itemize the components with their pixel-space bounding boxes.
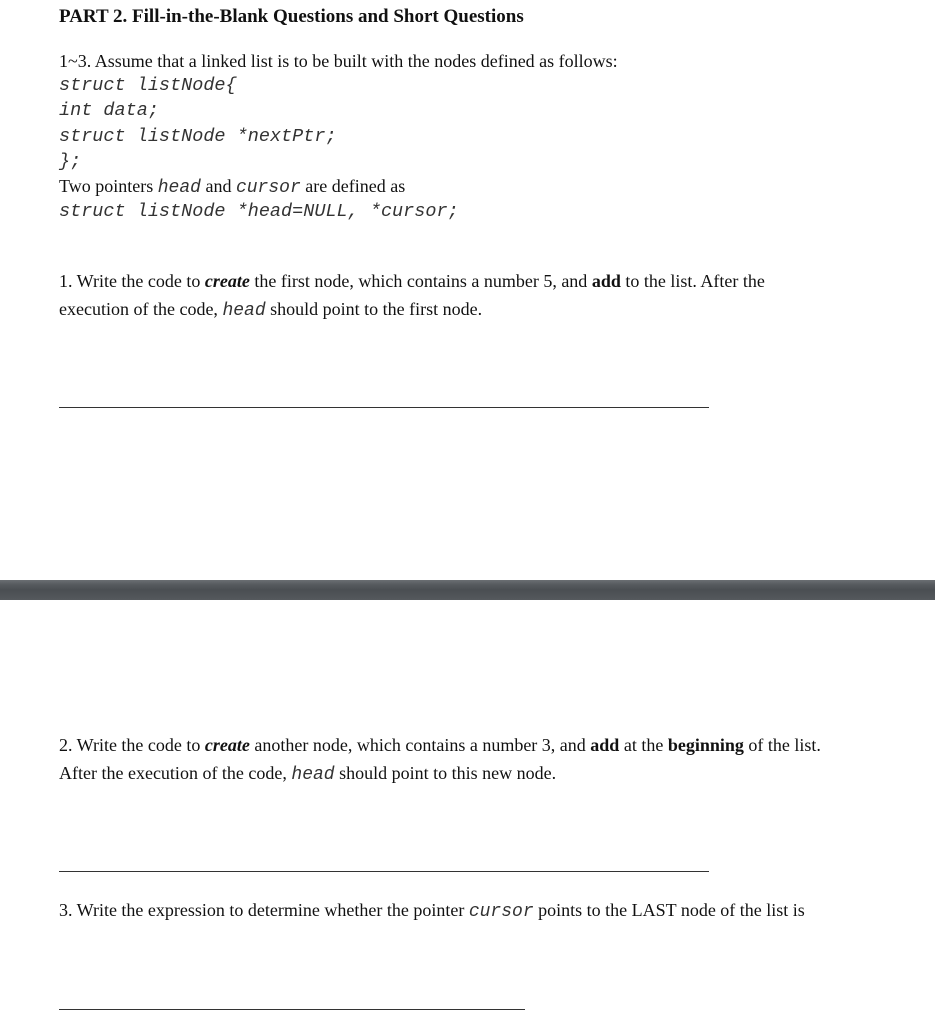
question-1-line-2 bbox=[59, 296, 482, 325]
cursor-code: cursor bbox=[235, 178, 301, 198]
part-title: PART 2. Fill-in-the-Blank Questions and Short Questions bbox=[59, 6, 524, 27]
answer-line-2[interactable] bbox=[59, 871, 709, 872]
q2-line2-post: should point to this new node. bbox=[334, 763, 557, 783]
q1-add-emphasis: add bbox=[591, 271, 621, 291]
q3-text-pre: 3. Write the expression to determine whether the pointer bbox=[59, 900, 469, 920]
q2-text-post: of the list. bbox=[743, 735, 821, 755]
answer-line-3[interactable] bbox=[59, 1009, 525, 1010]
q2-create-emphasis: create bbox=[204, 735, 250, 755]
declaration-code: struct listNode *head=NULL, *cursor; bbox=[59, 201, 459, 222]
q1-line2-post: should point to the first node. bbox=[265, 299, 483, 319]
q2-add-emphasis: add bbox=[590, 735, 620, 755]
q2-head-code: head bbox=[291, 765, 335, 785]
q1-text-post: to the list. After the bbox=[620, 271, 765, 291]
q2-beginning-emphasis: beginning bbox=[667, 735, 744, 755]
q1-text-pre: 1. Write the code to bbox=[59, 271, 205, 291]
head-code: head bbox=[157, 178, 201, 198]
q3-text-post: points to the LAST node of the list is bbox=[533, 900, 805, 920]
pointers-post: are defined as bbox=[300, 176, 406, 196]
q1-head-code: head bbox=[222, 301, 266, 321]
q1-line2-pre: execution of the code, bbox=[59, 299, 223, 319]
code-line-4: }; bbox=[59, 151, 82, 172]
intro-text: 1~3. Assume that a linked list is to be built with the nodes defined as follows: bbox=[59, 51, 618, 71]
code-line-2: int data; bbox=[59, 100, 159, 121]
question-3-line-1 bbox=[59, 897, 805, 926]
answer-line-1[interactable] bbox=[59, 407, 709, 408]
question-2-line-2 bbox=[59, 760, 556, 789]
pointers-line bbox=[59, 173, 405, 202]
pointers-pre: Two pointers bbox=[59, 176, 158, 196]
q2-text-mid: another node, which contains a number 3, and bbox=[249, 735, 591, 755]
page-separator bbox=[0, 580, 935, 600]
pointers-mid: and bbox=[200, 176, 236, 196]
q2-text-pre: 2. Write the code to bbox=[59, 735, 205, 755]
code-line-1: struct listNode{ bbox=[59, 75, 237, 96]
q2-line2-pre: After the execution of the code, bbox=[59, 763, 292, 783]
code-line-3: struct listNode *nextPtr; bbox=[59, 126, 337, 147]
q1-create-emphasis: create bbox=[204, 271, 250, 291]
question-2-line-1 bbox=[59, 732, 821, 759]
question-1-line-1 bbox=[59, 268, 765, 295]
q3-cursor-code: cursor bbox=[468, 902, 534, 922]
q2-text-mid2: at the bbox=[619, 735, 668, 755]
q1-text-mid: the first node, which contains a number 5, and bbox=[249, 271, 592, 291]
